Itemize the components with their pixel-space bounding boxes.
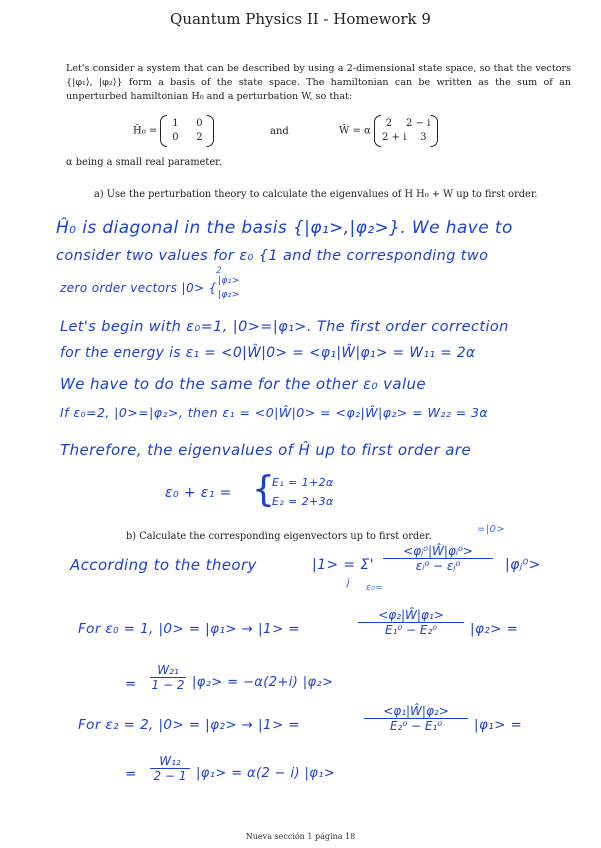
hw-b-line3-rhs: |φ₂> = −α(2+i) |φ₂>	[192, 675, 334, 690]
hw-b-line4-frac	[364, 704, 468, 733]
h0-label: Ĥ₀ =	[133, 125, 158, 137]
hw-b-line5-frac	[150, 754, 190, 783]
hw-b-line3-frac	[150, 663, 186, 692]
alpha-note: α being a small real parameter.	[66, 157, 222, 168]
h0-cell: 2	[196, 132, 203, 143]
hw-b-line5-rhs: |φ₁> = α(2 − i) |φ₁>	[196, 766, 336, 781]
hw-a-line7: If ε₀=2, |0>=|φ₂>, then ε₁ = <0|Ŵ|0> = <φ₂|Ŵ|φ₂> = W₂₂ = 3α	[60, 405, 489, 420]
hw-b-line4-lhs: For ε₂ = 2, |0> = |φ₂> → |1> =	[78, 717, 301, 733]
hw-b-line3-den: 1 − 2	[151, 678, 185, 692]
hw-b-line3-num: W₂₁	[150, 663, 186, 678]
hw-b-line1-sumidx: j	[347, 578, 350, 588]
w-cell: 2	[385, 118, 393, 129]
w-matrix	[374, 117, 438, 145]
problem-intro: Let's consider a system that can be described by using a 2-dimensional state space, so that the vectors {|φ₁⟩, |φ₂⟩} form a basis of the state space. The hamiltonian can be written as the sum of an unperturbed hamiltonian H₀ and a perturbation W, so that:	[66, 63, 571, 102]
hw-a-line3-v2: |φ₂>	[218, 290, 240, 300]
hw-b-line4-rhs: |φ₁> =	[474, 717, 523, 733]
w-cell: 2 − i	[405, 118, 431, 129]
hw-b-line1-lhs: |1> = Σ'	[312, 557, 374, 573]
hw-a-result-2: E₂ = 2+3α	[272, 495, 334, 508]
h0-equation	[133, 117, 214, 149]
and-word: and	[270, 126, 289, 137]
hw-b-line2-lhs: For ε₀ = 1, |0> = |φ₁> → |1> =	[78, 621, 301, 637]
hw-a-line8: Therefore, the eigenvalues of Ĥ up to first order are	[60, 441, 472, 459]
result-brace: {	[252, 469, 275, 510]
hw-b-note-top: =|0>	[477, 524, 506, 535]
hw-b-line1-rhs: |φⱼ⁰>	[505, 557, 541, 573]
hw-b-line2-num: <φ₂|Ŵ|φ₁>	[358, 608, 464, 623]
hw-b-line5-num: W₁₂	[150, 754, 190, 769]
question-b: b) Calculate the corresponding eigenvectors up to first order.	[126, 531, 432, 542]
h0-cell: 0	[196, 118, 203, 129]
hw-b-line1-sub: ε₀=	[366, 583, 384, 593]
hw-b-line2-frac	[358, 608, 464, 637]
hw-a-result-1: E₁ = 1+2α	[272, 476, 334, 489]
hw-b-line2-rhs: |φ₂> =	[470, 621, 519, 637]
h0-cell: 1	[172, 118, 179, 129]
hw-b-line1-den: εᵢ⁰ − εⱼ⁰	[415, 559, 461, 573]
hw-a-line3: zero order vectors |0> {	[60, 281, 217, 295]
hw-b-line5-den: 2 − 1	[153, 769, 187, 783]
h0-cell: 0	[172, 132, 179, 143]
question-a: a) Use the perturbation theory to calculate the eigenvalues of H H₀ + W up to first order.	[94, 189, 538, 200]
page-footer: Nueva sección 1 página 18	[245, 832, 356, 841]
hw-b-line4-den: E₂⁰ − E₁⁰	[389, 719, 443, 733]
hw-a-line4: Let's begin with ε₀=1, |0>=|φ₁>. The first order correction	[60, 319, 509, 335]
page-title: Quantum Physics II - Homework 9	[170, 10, 431, 28]
hw-a-line2: consider two values for ε₀ {1 and the corresponding two	[56, 248, 489, 264]
w-label: Ŵ = α	[339, 125, 371, 137]
hw-b-line3-lhs: =	[125, 676, 137, 692]
hw-b-line1-num: <φⱼ⁰|Ŵ|φᵢ⁰>	[383, 544, 493, 559]
hw-b-line1-frac	[383, 544, 493, 573]
w-cell: 2 + i	[381, 132, 407, 143]
hw-a-line2-sub: 2	[216, 266, 223, 276]
hw-b-line4-num: <φ₁|Ŵ|φ₂>	[364, 704, 468, 719]
hw-a-line6: We have to do the same for the other ε₀ value	[60, 375, 427, 393]
hw-b-line5-lhs: =	[125, 766, 137, 782]
w-equation	[339, 117, 438, 149]
hw-a-result-lhs: ε₀ + ε₁ =	[165, 485, 232, 501]
hw-b-line2-den: E₁⁰ − E₂⁰	[384, 623, 438, 637]
hw-b-line1: According to the theory	[70, 556, 257, 574]
w-cell: 3	[420, 132, 427, 143]
hw-a-line3-v1: |φ₁>	[218, 276, 240, 286]
hw-a-line5: for the energy is ε₁ = <0|Ŵ|0> = <φ₁|Ŵ|φ₁> = W₁₁ = 2α	[60, 345, 476, 361]
hw-a-line1: Ĥ₀ is diagonal in the basis {|φ₁>,|φ₂>}. We have to	[56, 218, 513, 238]
h0-matrix	[160, 117, 214, 145]
